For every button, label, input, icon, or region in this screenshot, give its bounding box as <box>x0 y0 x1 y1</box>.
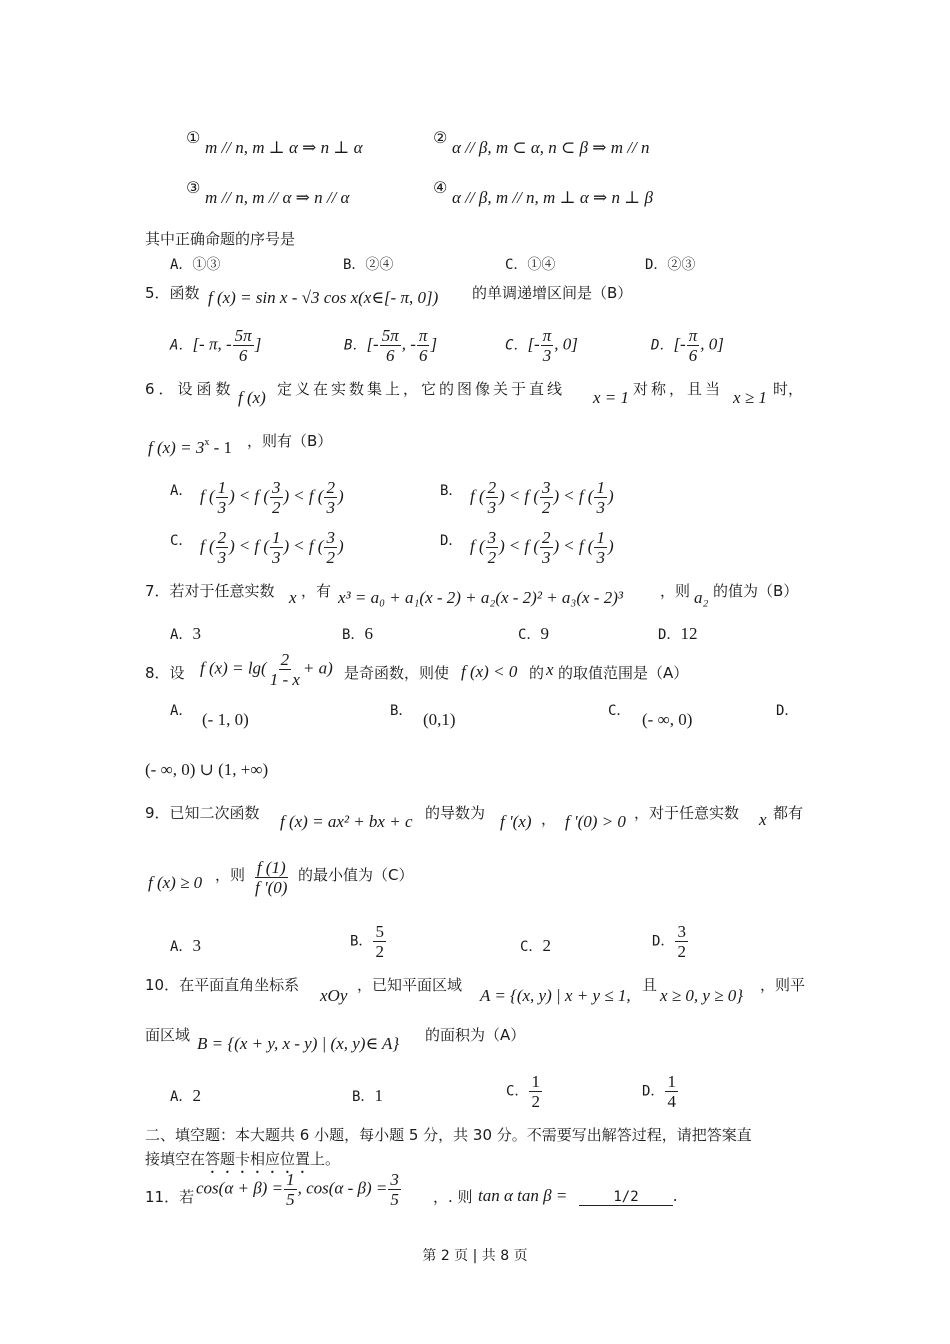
q9-option-a: A．3 <box>170 936 201 955</box>
q8-option-d: (- ∞, 0) ∪ (1, +∞) <box>145 760 269 779</box>
q6-definition: f $(x) = 3^x - 1$ <box>148 437 232 457</box>
function-close: ) <box>607 486 614 506</box>
function-close: ) <box>283 486 290 506</box>
q6-option-d-expr <box>470 528 614 567</box>
prop-3: m // n, m // α ⇒ n // α <box>205 188 350 207</box>
fraction <box>486 478 499 517</box>
function-close: ) <box>229 536 235 556</box>
q6-x-eq-1: x = 1 <box>593 388 630 407</box>
q6-option-d: D． <box>440 533 463 549</box>
fraction-denominator: 2 <box>487 548 497 567</box>
q5-option-b: B．[- $\frac{5\pi}{6}$ , - $\frac{\pi}{6}$ ] <box>344 326 438 365</box>
fraction <box>540 478 553 517</box>
q7-tail: 的值为（B） <box>713 582 799 600</box>
function-open: f ( <box>308 536 324 556</box>
fraction-denominator: 3 <box>596 548 605 567</box>
q8-lead: 8．设 <box>145 664 185 682</box>
q6-line2-text: ，则有（B） <box>247 432 333 450</box>
q11-formula: cos(α + β) = $\frac{1}{5}$ , cos(α - β) = $\frac{3}{5}$ <box>196 1170 399 1209</box>
function-close: ) <box>337 486 344 506</box>
function-open: f ( <box>578 486 594 506</box>
q8-tail: 的取值范围是（A） <box>558 664 689 682</box>
q8-formula: f (x) = lg( $\frac{2}{1 - x}$ + a) <box>200 650 333 689</box>
q9-line2-tail: 的最小值为（C） <box>298 866 414 884</box>
section2-instructions: 二、填空题：本大题共 6 小题，每小题 5 分，共 30 分。不需要写出解答过程，请把答案直 <box>145 1126 752 1144</box>
less-than-sign: < <box>239 486 250 506</box>
q6-mid2: 对称，且当 <box>633 380 724 398</box>
fraction-numerator: 2 <box>542 528 551 547</box>
fraction <box>594 528 607 567</box>
q8-mid2: 的 <box>529 664 545 682</box>
q9-tail2: 都有 <box>773 804 804 822</box>
less-than-sign: < <box>294 486 304 506</box>
function-open: f ( <box>254 486 270 506</box>
q10-mid: ，已知平面区域 <box>357 976 463 994</box>
fraction-denominator: 3 <box>542 548 551 567</box>
q5-tail: 的单调递增区间是（B） <box>472 284 633 302</box>
function-close: ) <box>283 536 290 556</box>
q9-line2-f: f (x) ≥ 0 <box>148 873 203 892</box>
fraction-numerator: 1 <box>596 478 605 497</box>
fraction-numerator: 3 <box>272 478 281 497</box>
function-close: ) <box>337 536 344 556</box>
less-than-sign: < <box>564 486 574 506</box>
prop-2: α // β, m ⊂ α, n ⊂ β ⇒ m // n <box>452 138 650 157</box>
q9-x: x <box>759 810 767 829</box>
q8-option-d-label: D． <box>776 703 799 719</box>
q5-lead: 5．函数 <box>145 284 200 302</box>
q6-lead: 6．设函数 <box>145 380 235 398</box>
q7-x: x <box>289 588 297 607</box>
q5-option-d: D．[- $\frac{\pi}{6}$ , 0] <box>651 326 724 365</box>
function-close: ) <box>229 486 235 506</box>
q4-option-b: B．②④ <box>343 257 394 273</box>
fraction-numerator: 2 <box>487 478 497 497</box>
q9-option-c: C．2 <box>520 936 551 955</box>
fraction-denominator: 3 <box>326 498 335 517</box>
q5-option-a: A．[- π, - $\frac{5\pi}{6}$ ] <box>170 326 262 365</box>
q4-stem: 其中正确命题的序号是 <box>145 230 296 248</box>
q9-comma: ， <box>541 810 557 828</box>
function-open: f ( <box>200 536 215 556</box>
q8-x: x <box>546 660 554 679</box>
q9-option-b: B． $\frac{5}{2}$ <box>350 922 384 961</box>
function-open: f ( <box>578 536 594 556</box>
q4-option-c: C．①④ <box>505 257 556 273</box>
function-close: ) <box>499 486 505 506</box>
fraction <box>216 478 229 517</box>
q6-option-a-expr <box>200 478 344 517</box>
q10-lead: 10．在平面直角坐标系 <box>145 976 300 994</box>
fraction <box>594 478 607 517</box>
q11-answer-blank: 1/2 . <box>579 1186 677 1206</box>
q5-option-c: C．[- $\frac{\pi}{3}$ , 0] <box>505 326 578 365</box>
q9-option-d: D． $\frac{3}{2}$ <box>652 922 686 961</box>
q10-tail: ，则平 <box>760 976 806 994</box>
page-footer: 第 2 页 | 共 8 页 <box>422 1248 528 1264</box>
q6-option-b-expr <box>470 478 614 517</box>
q10-set-a: A = {(x, y) | x + y ≤ 1, <box>480 986 631 1005</box>
fraction-numerator: 2 <box>326 478 335 497</box>
q9-mid: 的导数为 <box>425 804 486 822</box>
q6-fx: f (x) <box>238 388 266 407</box>
fraction-denominator: 3 <box>596 498 605 517</box>
q9-cond: f '(0) > 0 <box>565 812 626 831</box>
q10-line2-lead: 面区域 <box>145 1026 191 1044</box>
q8-mid: 是奇函数，则使 <box>344 664 450 682</box>
q8-option-b: (0,1) <box>423 710 456 729</box>
prop-3-number: ③ <box>186 178 201 197</box>
q6-option-c: C． <box>170 533 193 549</box>
q9-lead: 9．已知二次函数 <box>145 804 260 822</box>
fraction-denominator: 3 <box>487 498 497 517</box>
function-open: f ( <box>524 486 540 506</box>
q10-option-c: C． $\frac{1}{2}$ <box>506 1072 540 1111</box>
fraction-numerator: 3 <box>542 478 551 497</box>
q7-option-a: A．3 <box>170 624 201 643</box>
less-than-sign: < <box>294 536 304 556</box>
less-than-sign: < <box>239 536 250 556</box>
fraction <box>324 528 337 567</box>
q11-lead: 11．若 <box>145 1188 195 1206</box>
q6-end: 时， <box>773 380 804 398</box>
fraction-denominator: 3 <box>217 548 227 567</box>
q8-ineq: f (x) < 0 <box>461 662 518 681</box>
function-close: ) <box>499 536 505 556</box>
q6-x-ge-1: x ≥ 1 <box>733 388 767 407</box>
q10-set-b: B = {(x + y, x - y) | (x, y)∈ A} <box>197 1034 400 1053</box>
fraction-numerator: 1 <box>596 528 605 547</box>
q8-option-b-label: B． <box>390 703 413 719</box>
fraction <box>486 528 499 567</box>
q7-formula: x³ = a₀ + a₁(x - 2) + a₂(x - 2)² + a₃(x - 2)³ <box>338 588 623 607</box>
q4-option-a: A．①③ <box>170 257 221 273</box>
q6-mid: 定义在实数集上，它的图像关于直线 <box>277 380 566 398</box>
fraction-denominator: 3 <box>217 498 227 517</box>
less-than-sign: < <box>509 486 520 506</box>
function-close: ) <box>607 536 614 556</box>
fraction-denominator: 3 <box>272 548 281 567</box>
q11-tan: tan α tan β = <box>478 1186 568 1205</box>
q10-set-a2: x ≥ 0, y ≥ 0} <box>660 986 744 1005</box>
fraction-numerator: 3 <box>487 528 497 547</box>
prop-4: α // β, m // n, m ⊥ α ⇒ n ⊥ β <box>452 188 653 207</box>
q10-option-b: B．1 <box>352 1086 383 1105</box>
q9-deriv: f '(x) <box>500 812 532 831</box>
q7-option-c: C．9 <box>518 624 549 643</box>
q8-option-c-label: C． <box>608 703 631 719</box>
fraction <box>324 478 337 517</box>
q7-mid: ，有 <box>301 582 332 600</box>
function-open: f ( <box>200 486 215 506</box>
q9-line2-t: ，则 <box>215 866 246 884</box>
fraction-numerator: 2 <box>217 528 227 547</box>
q9-fraction: $\frac{f (1)}{f '(0)}$ <box>255 858 288 897</box>
prop-1-number: ① <box>186 128 201 147</box>
fraction-numerator: 3 <box>326 528 335 547</box>
q10-qie: 且 <box>642 976 658 994</box>
q4-option-d: D．②③ <box>645 257 696 273</box>
fraction <box>270 528 283 567</box>
q9-formula: f (x) = ax² + bx + c <box>280 812 413 831</box>
less-than-sign: < <box>509 536 520 556</box>
q5-formula: f (x) = sin x - √3 cos x(x∈[- π, 0]) <box>208 288 439 307</box>
fraction-numerator: 1 <box>272 528 281 547</box>
q7-option-d: D．12 <box>658 624 698 643</box>
q10-option-a: A．2 <box>170 1086 201 1105</box>
q8-option-a-label: A． <box>170 703 193 719</box>
prop-4-number: ④ <box>433 178 448 197</box>
q11-mid: ，. 则 <box>433 1188 473 1206</box>
q8-option-c: (- ∞, 0) <box>642 710 693 729</box>
q7-lead: 7．若对于任意实数 <box>145 582 275 600</box>
function-close: ) <box>553 536 560 556</box>
fraction <box>540 528 553 567</box>
prop-1: m // n, m ⊥ α ⇒ n ⊥ α <box>205 138 363 157</box>
function-open: f ( <box>254 536 270 556</box>
function-open: f ( <box>470 536 485 556</box>
function-open: f ( <box>524 536 540 556</box>
q7-a2: a₂ <box>694 588 709 607</box>
prop-2-number: ② <box>433 128 448 147</box>
q10-xoy: xOy <box>320 986 348 1005</box>
q10-option-d: D． $\frac{1}{4}$ <box>642 1072 676 1111</box>
q8-option-a: (- 1, 0) <box>202 710 249 729</box>
function-open: f ( <box>470 486 485 506</box>
fraction-denominator: 2 <box>326 548 335 567</box>
q7-option-b: B．6 <box>342 624 373 643</box>
fraction <box>216 528 229 567</box>
fraction-denominator: 2 <box>542 498 551 517</box>
section2-instructions-line2: 接填空在答题卡相应位置上。 <box>145 1150 341 1168</box>
function-close: ) <box>553 486 560 506</box>
fraction <box>270 478 283 517</box>
q6-option-c-expr <box>200 528 344 567</box>
q6-option-b: B． <box>440 483 463 499</box>
function-open: f ( <box>308 486 324 506</box>
q9-tail: ，对于任意实数 <box>634 804 740 822</box>
fraction-denominator: 2 <box>272 498 281 517</box>
q7-mid2: ，则 <box>660 582 691 600</box>
q10-line2-tail: 的面积为（A） <box>425 1026 526 1044</box>
q6-option-a: A． <box>170 483 193 499</box>
fraction-numerator: 1 <box>217 478 227 497</box>
less-than-sign: < <box>564 536 574 556</box>
